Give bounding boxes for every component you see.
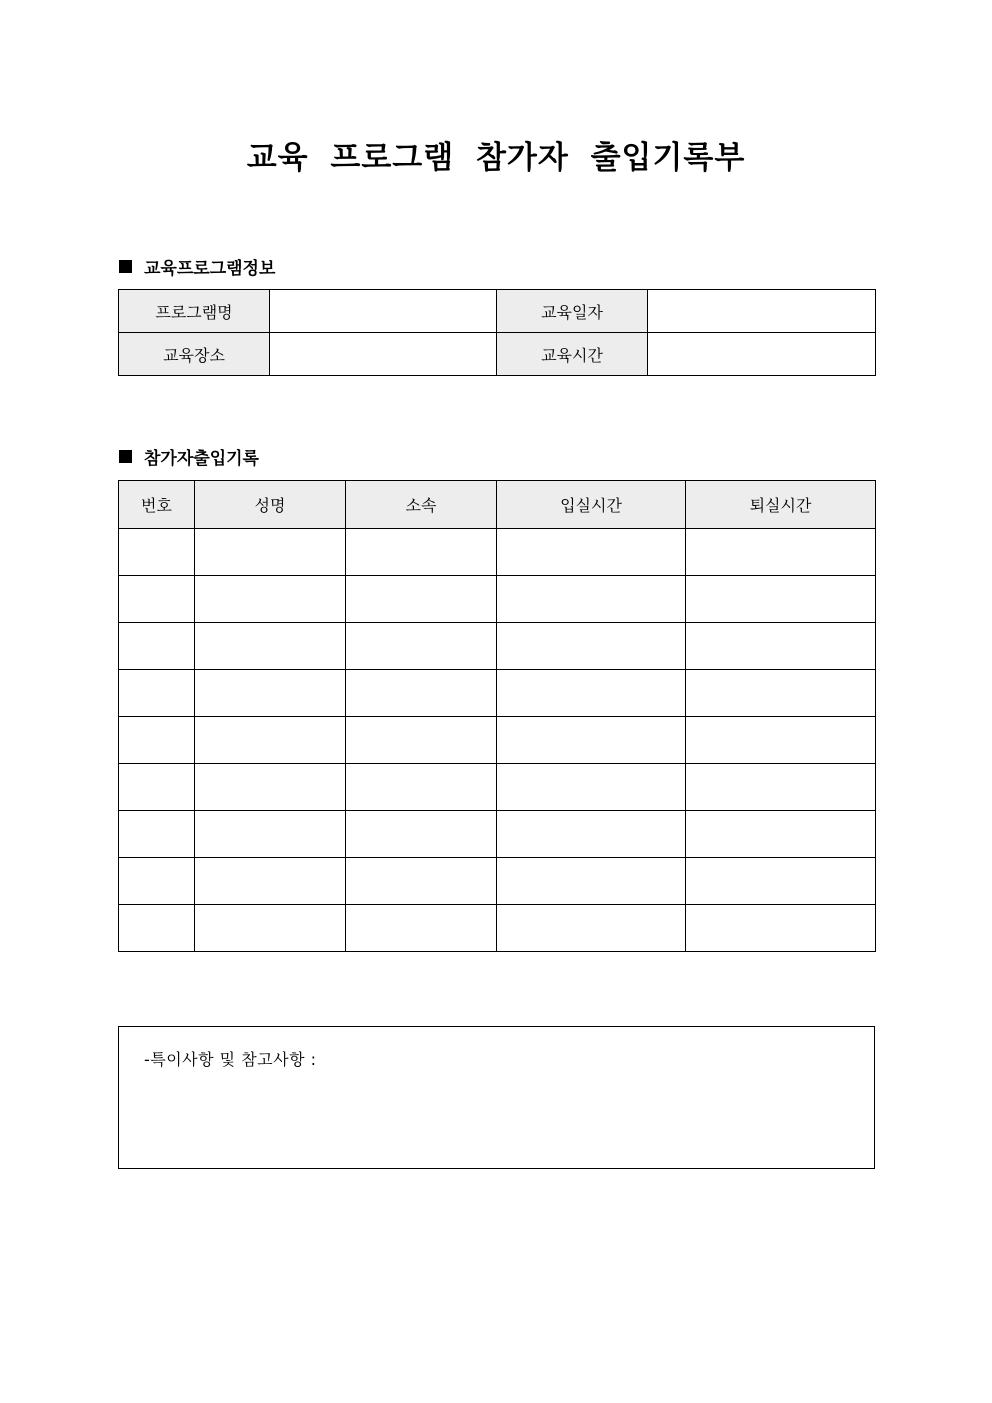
attendance-heading-text: 참가자출입기록: [144, 449, 259, 469]
cell-entry-time[interactable]: [497, 576, 686, 623]
cell-exit-time[interactable]: [686, 717, 876, 764]
cell-exit-time[interactable]: [686, 764, 876, 811]
program-info-heading: [119, 254, 275, 279]
education-place-label: 교육장소: [119, 333, 270, 376]
cell-name[interactable]: [195, 858, 346, 905]
cell-exit-time[interactable]: [686, 623, 876, 670]
cell-entry-time[interactable]: [497, 529, 686, 576]
cell-number[interactable]: [119, 623, 195, 670]
cell-number[interactable]: [119, 576, 195, 623]
cell-affiliation[interactable]: [346, 811, 497, 858]
attendance-header-row: [119, 481, 876, 529]
education-place-field[interactable]: [270, 333, 497, 376]
cell-number[interactable]: [119, 905, 195, 952]
cell-exit-time[interactable]: [686, 670, 876, 717]
column-header-number: 번호: [119, 481, 195, 529]
table-row: [119, 717, 876, 764]
attendance-heading: [119, 444, 259, 469]
table-row: [119, 811, 876, 858]
cell-entry-time[interactable]: [497, 623, 686, 670]
cell-number[interactable]: [119, 764, 195, 811]
cell-name[interactable]: [195, 576, 346, 623]
cell-number[interactable]: [119, 670, 195, 717]
table-row: [119, 858, 876, 905]
cell-exit-time[interactable]: [686, 858, 876, 905]
program-info-row: [119, 333, 876, 376]
cell-affiliation[interactable]: [346, 670, 497, 717]
cell-name[interactable]: [195, 670, 346, 717]
cell-number[interactable]: [119, 858, 195, 905]
cell-name[interactable]: [195, 529, 346, 576]
cell-name[interactable]: [195, 623, 346, 670]
cell-exit-time[interactable]: [686, 576, 876, 623]
table-row: [119, 764, 876, 811]
cell-exit-time[interactable]: [686, 529, 876, 576]
column-header-affiliation: 소속: [346, 481, 497, 529]
program-info-heading-text: 교육프로그램정보: [144, 259, 276, 279]
cell-affiliation[interactable]: [346, 529, 497, 576]
cell-number[interactable]: [119, 529, 195, 576]
cell-exit-time[interactable]: [686, 905, 876, 952]
program-name-label: 프로그램명: [119, 290, 270, 333]
table-row: [119, 576, 876, 623]
column-header-entry-time: 입실시간: [497, 481, 686, 529]
page-title: 교육 프로그램 참가자 출입기록부: [246, 140, 746, 176]
notes-box[interactable]: [118, 1026, 875, 1169]
cell-affiliation[interactable]: [346, 858, 497, 905]
cell-affiliation[interactable]: [346, 764, 497, 811]
cell-affiliation[interactable]: [346, 623, 497, 670]
attendance-body: [119, 529, 876, 952]
column-header-exit-time: 퇴실시간: [686, 481, 876, 529]
program-info-table: [118, 289, 876, 376]
table-row: [119, 905, 876, 952]
column-header-name: 성명: [195, 481, 346, 529]
cell-entry-time[interactable]: [497, 858, 686, 905]
table-row: [119, 529, 876, 576]
table-row: [119, 670, 876, 717]
program-info-row: [119, 290, 876, 333]
cell-name[interactable]: [195, 811, 346, 858]
cell-number[interactable]: [119, 811, 195, 858]
table-row: [119, 623, 876, 670]
education-time-field[interactable]: [648, 333, 876, 376]
cell-affiliation[interactable]: [346, 717, 497, 764]
notes-label: -특이사항 및 참고사항 :: [144, 1050, 317, 1069]
program-name-field[interactable]: [270, 290, 497, 333]
education-time-label: 교육시간: [497, 333, 648, 376]
education-date-field[interactable]: [648, 290, 876, 333]
cell-entry-time[interactable]: [497, 717, 686, 764]
cell-affiliation[interactable]: [346, 576, 497, 623]
cell-affiliation[interactable]: [346, 905, 497, 952]
square-bullet-icon: [119, 260, 132, 273]
education-date-label: 교육일자: [497, 290, 648, 333]
cell-name[interactable]: [195, 905, 346, 952]
cell-name[interactable]: [195, 717, 346, 764]
cell-number[interactable]: [119, 717, 195, 764]
attendance-table: [118, 480, 876, 952]
cell-entry-time[interactable]: [497, 905, 686, 952]
cell-entry-time[interactable]: [497, 764, 686, 811]
cell-entry-time[interactable]: [497, 670, 686, 717]
cell-name[interactable]: [195, 764, 346, 811]
cell-exit-time[interactable]: [686, 811, 876, 858]
cell-entry-time[interactable]: [497, 811, 686, 858]
square-bullet-icon: [119, 450, 132, 463]
